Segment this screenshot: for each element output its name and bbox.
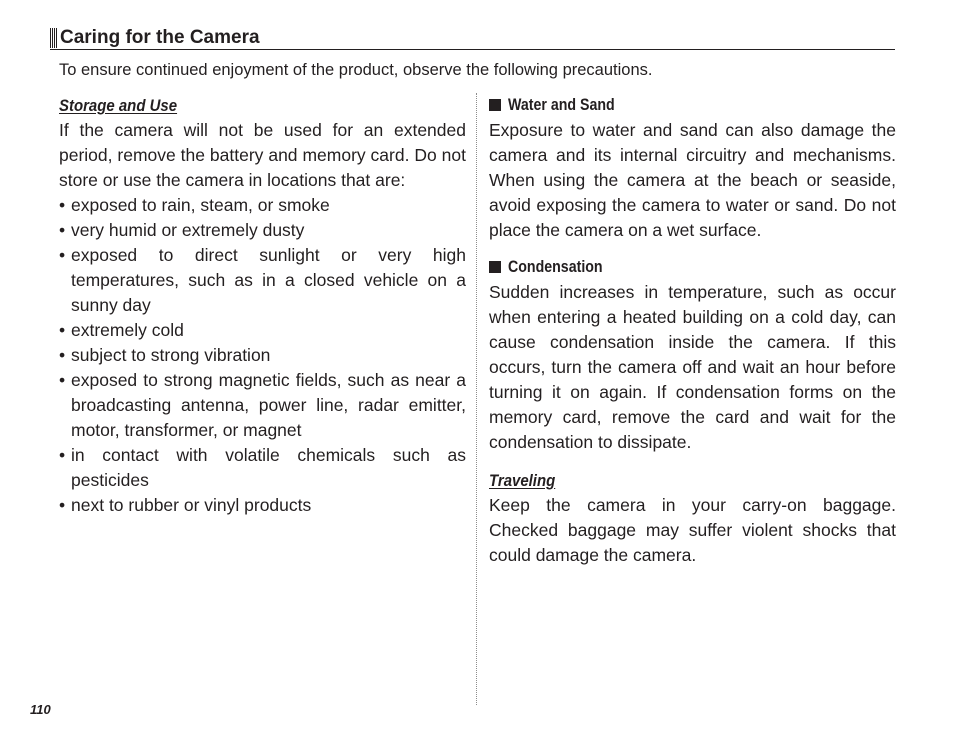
title-marker-icon	[50, 28, 57, 48]
square-bullet-icon	[489, 261, 501, 273]
condensation-heading-label: Condensation	[508, 258, 603, 276]
traveling-heading: Traveling	[489, 471, 556, 490]
list-item: • next to rubber or vinyl products	[59, 493, 466, 518]
list-item: • exposed to strong magnetic fields, such as near a broadcasting antenna, power line, radar emitter, motor, transformer, or magnet	[59, 368, 466, 443]
page-title: Caring for the Camera	[60, 27, 260, 48]
list-item: • in contact with volatile chemicals such as pesticides	[59, 443, 466, 493]
condensation-heading	[489, 255, 896, 280]
traveling-text: Keep the camera in your carry-on baggage. Checked baggage may suffer violent shocks that could damage the camera.	[489, 495, 896, 565]
list-item: • exposed to rain, steam, or smoke	[59, 193, 466, 218]
list-item: • extremely cold	[59, 318, 466, 343]
condensation-text: Sudden increases in temperature, such as occur when entering a heated building on a cold day, can cause condensation inside the camera. If this occurs, turn the camera off and wait an hour before turning it on again. If condensation forms on the memory card, remove the card and wait for the condensation to dissipate.	[489, 282, 896, 452]
left-column	[59, 93, 466, 518]
spacer	[489, 243, 896, 255]
list-item: • subject to strong vibration	[59, 343, 466, 368]
storage-heading: Storage and Use	[59, 96, 178, 115]
intro-text: To ensure continued enjoyment of the product, observe the following precautions.	[59, 61, 653, 79]
water-heading	[489, 93, 896, 118]
spacer	[489, 455, 896, 468]
water-heading-label: Water and Sand	[508, 96, 615, 114]
water-text: Exposure to water and sand can also damage the camera and its internal circuitry and mechanisms. When using the camera at the beach or seaside, avoid exposing the camera to water or sand. Do not place the camera on a wet surface.	[489, 120, 896, 240]
list-item: • exposed to direct sunlight or very high temperatures, such as in a closed vehicle on a sunny day	[59, 243, 466, 318]
section-title-bar	[50, 28, 895, 50]
storage-text: If the camera will not be used for an extended period, remove the battery and memory card. Do not store or use the camera in locations that are:	[59, 120, 466, 190]
column-divider	[476, 93, 477, 705]
right-column	[489, 93, 896, 568]
storage-list	[59, 193, 466, 518]
page-number: 110	[30, 702, 51, 717]
list-item: • very humid or extremely dusty	[59, 218, 466, 243]
square-bullet-icon	[489, 99, 501, 111]
